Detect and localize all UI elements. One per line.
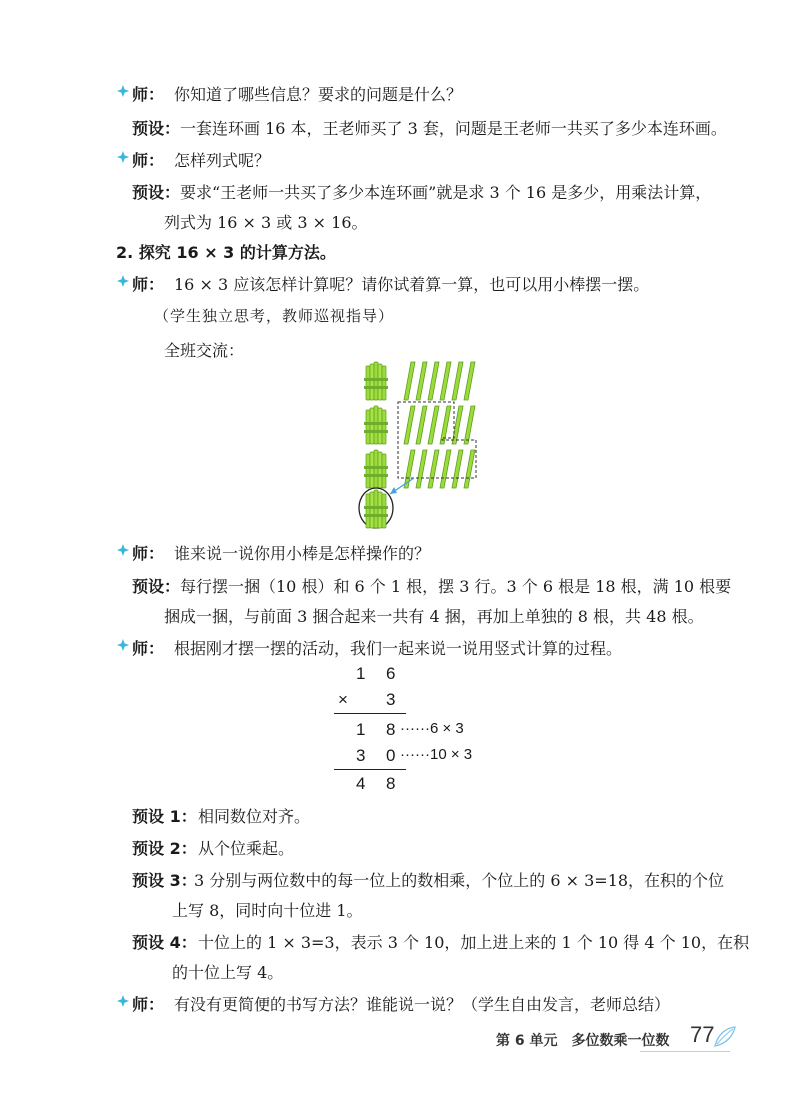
bullet-icon <box>116 150 130 164</box>
vertical-calculation <box>330 660 550 800</box>
teacher-question: 根据刚才摆一摆的活动，我们一起来说一说用竖式计算的过程。 <box>174 639 623 658</box>
preset-answer: 一套连环画 16 本，王老师买了 3 套，问题是王老师一共买了多少本连环画。 <box>180 119 727 138</box>
calc-note: ······10 × 3 <box>400 746 473 763</box>
preset-text-line: 十位上的 1 × 3=3，表示 3 个 10，加上进上来的 1 个 10 得 4 个 10，在积 <box>198 933 750 952</box>
calc-digit: 1 <box>356 720 366 739</box>
preset-label: 预设 4： <box>132 933 197 952</box>
calc-digit: 6 <box>386 664 396 683</box>
exchange-label: 全班交流： <box>164 341 245 360</box>
unit-title: 第 6 单元 多位数乘一位数 <box>496 1033 670 1049</box>
preset-answer-line: 列式为 16 × 3 或 3 × 16。 <box>164 213 368 232</box>
teacher-label: 师： <box>132 995 165 1014</box>
teacher-label: 师： <box>132 85 165 104</box>
footer-underline <box>640 1051 730 1052</box>
bullet-icon <box>116 84 130 98</box>
teacher-label: 师： <box>132 151 165 170</box>
page-number: 77 <box>690 1022 715 1047</box>
calc-digit: 1 <box>356 664 366 683</box>
calc-digit: 8 <box>386 774 396 793</box>
teacher-question: 16 × 3 应该怎样计算呢？请你试着算一算，也可以用小棒摆一摆。 <box>174 275 650 294</box>
stick-illustration <box>352 356 484 530</box>
preset-label: 预设 1： <box>132 807 197 826</box>
preset-label: 预设： <box>132 119 181 138</box>
teacher-question: 你知道了哪些信息？要求的问题是什么？ <box>174 85 463 104</box>
section-heading: 2. 探究 16 × 3 的计算方法。 <box>116 243 336 262</box>
preset-answer-line: 要求“王老师一共买了多少本连环画”就是求 3 个 16 是多少，用乘法计算， <box>180 183 712 202</box>
teacher-label: 师： <box>132 639 165 658</box>
bullet-icon <box>116 543 130 557</box>
preset-text-line: 上写 8，同时向十位进 1。 <box>172 901 363 920</box>
preset-text: 相同数位对齐。 <box>198 807 311 826</box>
calc-line <box>334 713 406 714</box>
teacher-label: 师： <box>132 275 165 294</box>
preset-answer-line: 捆成一捆，与前面 3 捆合起来一共有 4 捆，再加上单独的 8 根，共 48 根。 <box>164 607 704 626</box>
calc-digit: 3 <box>356 746 366 765</box>
calc-digit: 8 <box>386 720 396 739</box>
calc-digit: 0 <box>386 746 396 765</box>
calc-note: ······6 × 3 <box>400 720 464 737</box>
preset-label: 预设： <box>132 577 181 596</box>
teacher-question: 有没有更简便的书写方法？谁能说一说？（学生自由发言，老师总结） <box>174 995 671 1014</box>
preset-label: 预设 2： <box>132 839 197 858</box>
preset-text-line: 的十位上写 4。 <box>172 963 284 982</box>
bullet-icon <box>116 638 130 652</box>
preset-text-line: 3 分别与两位数中的每一位上的数相乘，个位上的 6 × 3=18，在积的个位 <box>194 871 725 890</box>
classroom-note: （学生独立思考，教师巡视指导） <box>154 307 395 325</box>
leaf-decoration-icon <box>712 1024 738 1050</box>
multiply-sign: × <box>338 690 348 709</box>
teacher-label: 师： <box>132 544 165 563</box>
bullet-icon <box>116 994 130 1008</box>
preset-label: 预设： <box>132 183 181 202</box>
teacher-question: 谁来说一说你用小棒是怎样操作的？ <box>174 544 431 563</box>
teacher-question: 怎样列式呢？ <box>174 151 271 170</box>
bullet-icon <box>116 274 130 288</box>
calc-digit: 3 <box>386 690 396 709</box>
preset-text: 从个位乘起。 <box>198 839 295 858</box>
calc-digit: 4 <box>356 774 366 793</box>
preset-answer-line: 每行摆一捆（10 根）和 6 个 1 根，摆 3 行。3 个 6 根是 18 根，满 10 根要 <box>180 577 732 596</box>
preset-label: 预设 3： <box>132 871 197 890</box>
calc-line <box>334 769 406 770</box>
